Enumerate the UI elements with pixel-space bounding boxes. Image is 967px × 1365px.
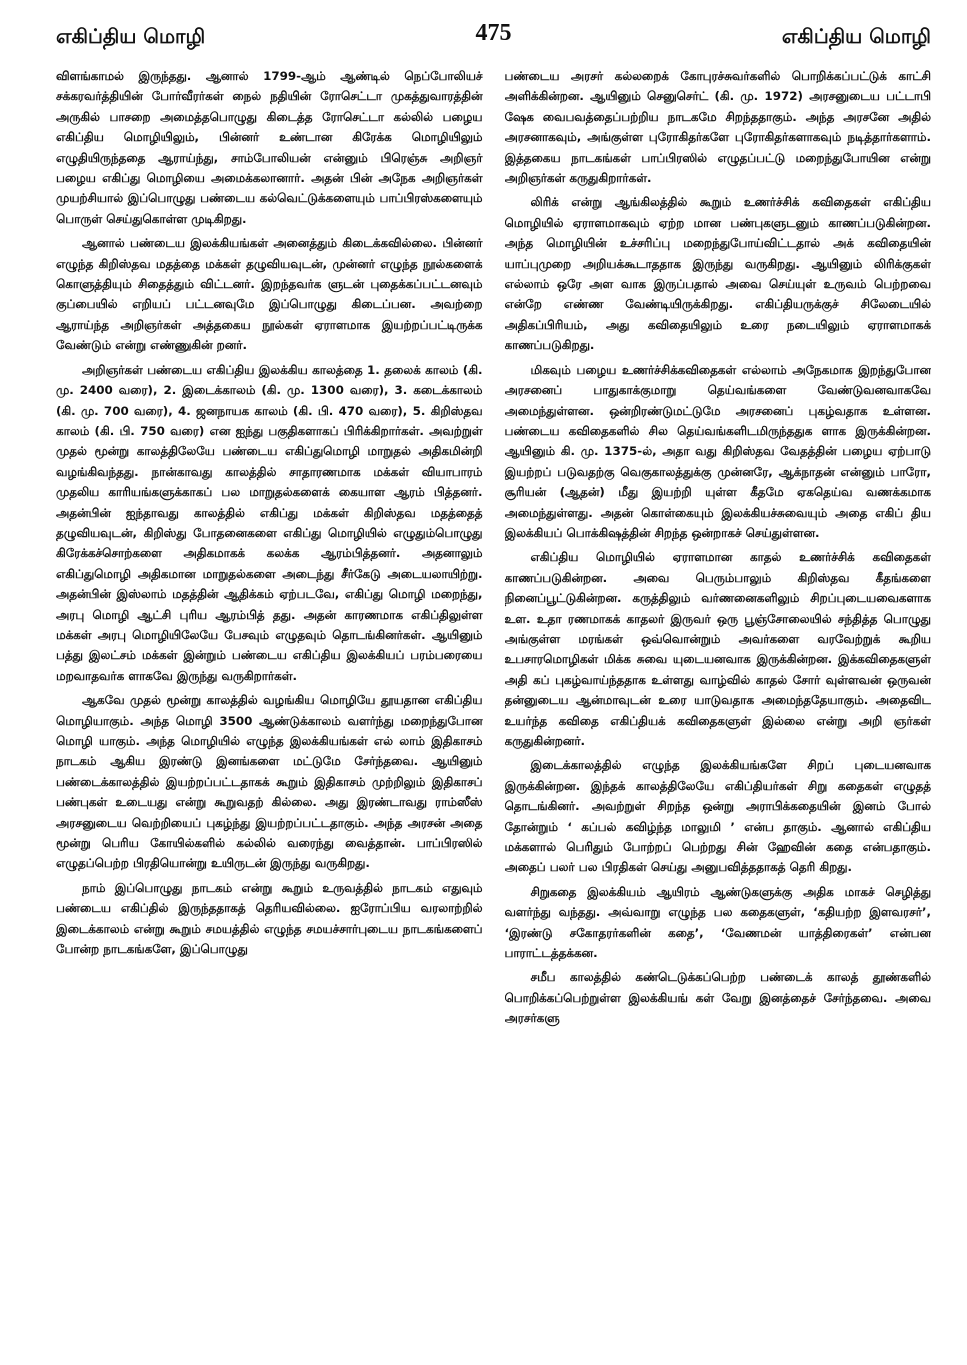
running-title-left: எகிப்திய மொழி (56, 24, 206, 48)
paragraph: எகிப்திய மொழியில் ஏராளமான காதல் உணர்ச்சிக் கவிதைகள் காணப்படுகின்றன. அவை பெரும்பாலும் கிறிஸ்தவ கீதங்களை நினைப்பூட்டுகின்றன. கருத்திலும் வர்ணனைகளிலும் சிறப்புடையவைகளாக உள. உதா ரணமாகக் காதலர் இருவர் ஒரு பூஞ்சோலையில் சந்தித்த பொழுது அங்குள்ள மரங்கள் ஒவ்வொன்றும் அவர்களை வரவேற்றுக் கூறிய உபசாரமொழிகள் மிக்க சுவை யுடையனவாக இருக்கின்றன. இக்கவிதைகளுள் அதி கப் புகழ்வாய்ந்ததாக உள்ளது வாழ்வில் காதல் சோர் வுள்ளவன் ஒருவன் தன்னுடைய ஆன்மாவுடன் உரை யாடுவதாக அமைந்ததேயாகும். அதைவிட உயர்ந்த கவிதை எகிப்தியக் கவிதைகளுள் இல்லை என்று அறி ஞர்கள் கருதுகின்றனர். (504, 550, 931, 748)
paragraph: விளங்காமல் இருந்தது. ஆனால் 1799-ஆம் ஆண்டில் நெப்போலியச் சக்கரவர்த்தியின் போர்வீரர்கள் நைல் நதியின் ரோசெட்டா முகத்துவாரத்தின் அருகில் பாசறை அமைத்தபொழுது கிடைத்த ரோசெட்டா கல்லில் பழைய எகிப்திய மொழியிலும், பின்னர் உண்டான கிரேக்க மொழியிலும் எழுதியிருந்ததை ஆராய்ந்து, சாம்போலியன் என்னும் பிரெஞ்சு அறிஞர் பழைய எகிப்து மொழியை அமைக்கலானார். அதன் பின் அநேக அறிஞர்கள் முயற்சியால் இப்பொழுது பண்டைய கல்வெட்டுக்களையும் பாப்பிரஸ்களையும் பொருள் செய்துகொள்ள முடிகிறது. (56, 69, 483, 226)
paragraph: லிரிக் என்று ஆங்கிலத்தில் கூறும் உணர்ச்சிக் கவிதைகள் எகிப்திய மொழியில் ஏராளமாகவும் ஏற்ற மான பண்புகளுடனும் காணப்படுகின்றன. அந்த மொழியின் உச்சரிப்பு மறைந்துபோய்விட்டதால் அக் கவிதையின் யாப்புமுறை அறியக்கூடாததாக இருந்து வருகிறது. ஆயினும் லிரிக்குகள் எல்லாம் ஒரே அள வாக இருப்பதால் அவை செய்யுள் உருவம் பெற்றவை என்றே எண்ண வேண்டியிருக்கிறது. எகிப்தியருக்குச் சிலேடையில் அதிகப்பிரியம், அது கவிதையிலும் உரை நடையிலும் ஏராளமாகக் காணப்படுகிறது. (504, 195, 931, 353)
right-column (505, 66, 932, 1345)
paragraph: அறிஞர்கள் பண்டைய எகிப்திய இலக்கிய காலத்தை 1. தலைக் காலம் (கி. மு. 2400 வரை), 2. இடைக்காலம் (கி. மு. 1300 வரை), 3. கடைக்காலம் (கி. மு. 700 வரை), 4. ஜனநாயக காலம் (கி. பி. 470 வரை), 5. கிறிஸ்தவ காலம் (கி. பி. 750 வரை) என ஐந்து பகுதிகளாகப் பிரிக்கிறார்கள். அவற்றுள் முதல் மூன்று காலத்திலேயே பண்டைய எகிப்துமொழி மாறுதல் அதிகமின்றி வழங்கிவந்தது. நான்காவது காலத்தில் சாதாரணமாக மக்கள் வியாபாரம் முதலிய காரியங்களுக்காகப் பல மாறுதல்களைக் கையாள ஆரம் பித்தனர். அதன்பின் ஐந்தாவது காலத்தில் எகிப்து மக்கள் கிறிஸ்தவ மதத்தைத் தழுவியவுடன், கிறிஸ்து போதனைகளை எகிப்து மொழியில் எழுதும்பொழுது கிரேக்கச்சொற்களை அதிகமாகக் கலக்க ஆரம்பித்தனர். அதனாலும் எகிப்துமொழி அதிகமான மாறுதல்களை அடைந்து சீர்கேடு அடையலாயிற்று. அதன்பின் இஸ்லாம் மதத்தின் ஆதிக்கம் ஏற்படவே, எகிப்து மொழி மறைந்து, அரபு மொழி ஆட்சி புரிய ஆரம்பித் தது. அதன் காரணமாக எகிப்திலுள்ள மக்கள் அரபு மொழியிலேயே பேசவும் எழுதவும் தொடங்கினர்கள். ஆயினும் பத்து இலட்சம் மக்கள் இன்றும் பண்டைய எகிப்திய இலக்கியப் பரம்பரையை மறவாதவர்க ளாகவே இருந்து வருகிறார்கள். (56, 362, 483, 683)
text-columns (56, 66, 931, 1345)
paragraph: ஆனால் பண்டைய இலக்கியங்கள் அனைத்தும் கிடைக்கவில்லை. பின்னர் எழுந்த கிறிஸ்தவ மதத்தை மக்கள் தழுவியவுடன், முன்னர் எழுந்த நூல்களைக் கொளுத்தியும் சிதைத்தும் விட்டனர். இறந்தவர்க ளுடன் புதைக்கப்பட்டனவும் குப்பையில் எறியப் பட்டனவுமே இப்பொழுது கிடைப்பன. அவற்றை ஆராய்ந்த அறிஞர்கள் அத்தகைய நூல்கள் ஏராளமாக இயற்றப்பட்டிருக்க வேண்டும் என்று எண்ணுகின் றனர். (56, 236, 483, 353)
paragraph: பண்டைய அரசர் கல்லறைக் கோபுரச்சுவர்களில் பொறிக்கப்பட்டுக் காட்சி அளிக்கின்றன. ஆயினும் செனுசெர்ட் (கி. மு. 1972) அரசனுடைய பட்டாபி ஷேக வைபவத்தைப்பற்றிய நாடகமே சிறந்ததாகும். அந்த அரசனே அதில் அரசனாகவும், அங்குள்ள புரோகிதர்களே புரோகிதர்களாகவும் நடித்தார்களாம். இத்தகைய நாடகங்கள் பாப்பிரஸில் எழுதப்பட்டு மறைந்துபோயின என்று அறிஞர்கள் கருதுகிறார்கள். (504, 69, 931, 186)
paragraph: நாம் இப்பொழுது நாடகம் என்று கூறும் உருவத்தில் நாடகம் எதுவும் பண்டைய எகிப்தில் இருந்ததாகத் தெரியவில்லை. ஐரோப்பிய வரலாற்றில் இடைக்காலம் என்று கூறும் சமயத்தில் எழுந்த சமயச்சார்புடைய நாடகங்களைப் போன்ற நாடகங்களே, இப்பொழுது (56, 880, 483, 957)
paragraph: ஆகவே முதல் மூன்று காலத்தில் வழங்கிய மொழியே தூயதான எகிப்திய மொழியாகும். அந்த மொழி 3500 ஆண்டுக்காலம் வளர்ந்து மறைந்துபோன மொழி யாகும். அந்த மொழியில் எழுந்த இலக்கியங்கள் எல் லாம் இதிகாசம் நாடகம் ஆகிய இரண்டு இனங்களை மட்டுமே சேர்ந்தவை. ஆயினும் பண்டைக்காலத்தில் இயற்றப்பட்டதாகக் கூறும் இதிகாசம் முற்றிலும் இதிகாசப் பண்புகள் உடையது என்று கூறுவதற் கில்லை. அது இரண்டாவது ராம்ஸீஸ் அரசனுடைய வெற்றியைப் புகழ்ந்து இயற்றப்பட்டதாகும். அந்த அரசன் அதை மூன்று பெரிய கோயில்களில் கல்லில் வரைந்து வைத்தான். பாப்பிரஸில் எழுதப்பெற்ற பிரதியொன்று உயிருடன் இருந்து வருகிறது. (56, 693, 483, 871)
left-column (56, 66, 483, 1345)
paragraph: சிறுகதை இலக்கியம் ஆயிரம் ஆண்டுகளுக்கு அதிக மாகச் செழித்து வளர்ந்து வந்தது. அவ்வாறு எழுந்த பல கதைகளுள், ‘கதியற்ற இளவரசர்’, ‘இரண்டு சகோதரர்களின் கதை’, ‘வேணமன் யாத்திரைகள்’ என்பன பாராட்டத்தக்கன. (504, 884, 931, 961)
running-title-right: எகிப்திய மொழி (781, 24, 931, 48)
paragraph: மிகவும் பழைய உணர்ச்சிக்கவிதைகள் எல்லாம் அநேகமாக இறந்துபோன அரசனைப் பாதுகாக்குமாறு தெய்வங்களை வேண்டுவனவாகவே அமைந்துள்ளன. ஒன்றிரண்டுமட்டுமே அரசனைப் புகழ்வதாக உள்ளன. பண்டைய கவிதைகளில் சில தெய்வங்களிடமிருந்ததுக ளாக இருக்கின்றன. ஆயினும் கி. மு. 1375-ல், அதா வது கிறிஸ்தவ வேதத்தின் பழைய ஏற்பாடு இயற்றப் படுவதற்கு வெகுகாலத்துக்கு முன்னரே, ஆக்நாதன் என்னும் பாரோ, சூரியன் (ஆதன்) மீது இயற்றி யுள்ள கீதமே ஏகதெய்வ வணக்கமாக அமைந்துள்ளது. அதன் கொள்கையும் இலக்கியச்சுவையும் அதை எகிப் திய இலக்கியப் பொக்கிஷத்தின் சிறந்த ஒன்றாகச் செய்துள்ளன. (504, 362, 931, 540)
page-header (56, 20, 931, 54)
paragraph: இடைக்காலத்தில் எழுந்த இலக்கியங்களே சிறப் புடையனவாக இருக்கின்றன. இந்தக் காலத்திலேயே எகிப்தியர்கள் சிறு கதைகள் எழுதத் தொடங்கினர். அவற்றுள் சிறந்த ஒன்று அராபிக்கதையின் இனம் போல் தோன்றும் ‘ கப்பல் கவிழ்ந்த மாலுமி ’ என்ப தாகும். ஆனால் எகிப்திய மக்களால் பெரிதும் போற்றப் பெற்றது சின் ஹேவின் கதை என்பதாகும். அதைப் பலர் பல பிரதிகள் செய்து அனுபவித்ததாகத் தெரி கிறது. (504, 758, 931, 875)
page-number: 475 (475, 20, 512, 46)
paragraph: சமீப காலத்தில் கண்டெடுக்கப்பெற்ற பண்டைக் காலத் தூண்களில் பொறிக்கப்பெற்றுள்ள இலக்கியங் கள் வேறு இனத்தைச் சேர்ந்தவை. அவை அரசர்களு (504, 970, 931, 1026)
